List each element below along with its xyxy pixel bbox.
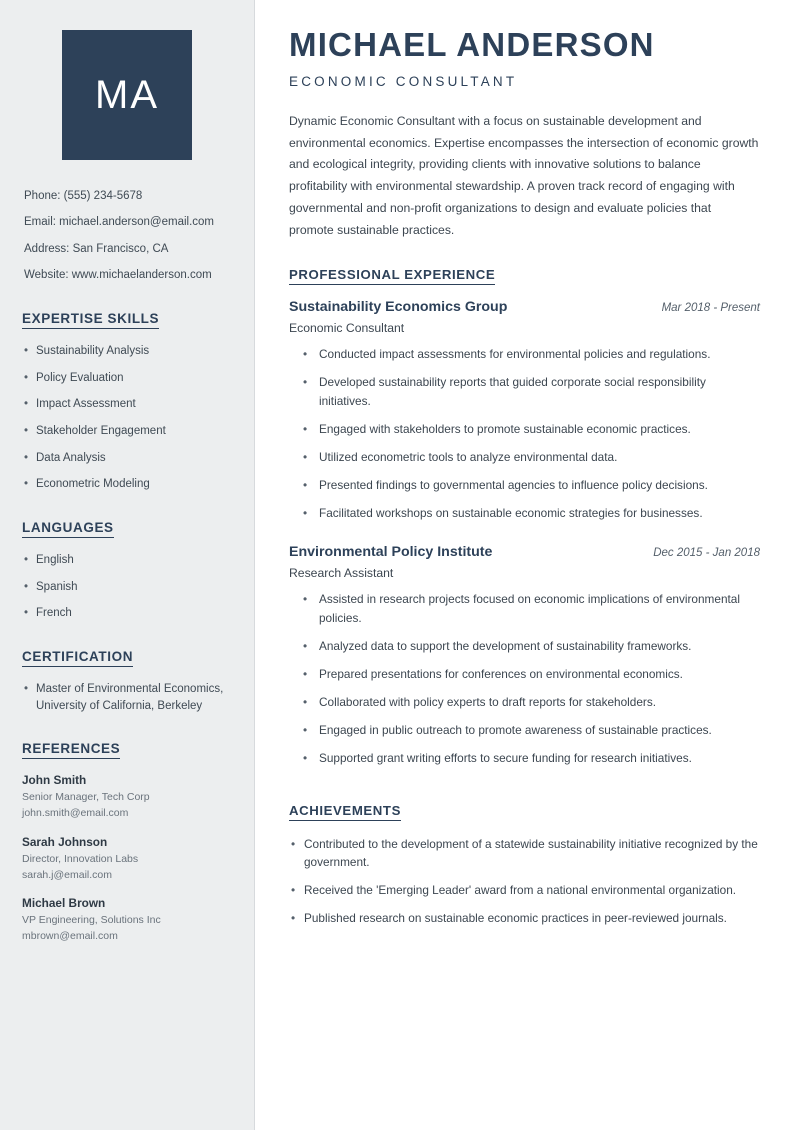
certification-heading: CERTIFICATION — [22, 649, 133, 667]
employment-dates: Mar 2018 - Present — [661, 302, 760, 315]
list-item: • Collaborated with policy experts to draft reports for stakeholders. — [303, 693, 760, 712]
employer-name: Environmental Policy Institute — [289, 544, 493, 561]
list-item: • French — [22, 605, 232, 622]
experience-entry — [289, 299, 760, 522]
section-certification — [22, 648, 232, 714]
list-item: • Engaged in public outreach to promote awareness of sustainable practices. — [303, 721, 760, 740]
reference-title: Senior Manager, Tech Corp — [22, 791, 150, 804]
position-title: Economic Consultant — [289, 321, 405, 336]
achievements-heading: ACHIEVEMENTS — [289, 803, 401, 821]
reference-email: sarah.j@email.com — [22, 868, 113, 881]
contact-email: Email: michael.anderson@email.com — [24, 216, 214, 229]
contact-address: Address: San Francisco, CA — [24, 242, 169, 255]
reference-title: VP Engineering, Solutions Inc — [22, 914, 161, 927]
professional-experience-heading: PROFESSIONAL EXPERIENCE — [289, 267, 495, 285]
employment-dates: Dec 2015 - Jan 2018 — [653, 547, 760, 560]
section-languages — [22, 519, 232, 622]
reference-email: mbrown@email.com — [22, 930, 118, 943]
reference-item — [22, 835, 232, 884]
contact-phone: Phone: (555) 234-5678 — [24, 190, 143, 202]
list-item: • Master of Environmental Economics, University of California, Berkeley — [22, 681, 232, 714]
list-item: • Data Analysis — [22, 450, 232, 467]
list-item: • English — [22, 552, 232, 569]
list-item: • Econometric Modeling — [22, 476, 232, 493]
list-item: • Published research on sustainable economic practices in peer-reviewed journals. — [289, 909, 760, 928]
position-title: Research Assistant — [289, 566, 394, 581]
languages-heading: LANGUAGES — [22, 520, 114, 538]
achievements-list — [289, 835, 760, 929]
reference-item — [22, 773, 232, 822]
list-item: • Policy Evaluation — [22, 370, 232, 387]
certification-list — [22, 681, 232, 714]
profile-summary: Dynamic Economic Consultant with a focus on sustainable development and environmental economics. Expertise encompasses the intersection of economic growth and ecological integrity, providing clients with innovative solutions to balance profitability with environmental stewardship. A proven track record of engaging with governmental and non-profit organizations to design and evaluate policies that promote sustainable practices. — [289, 113, 759, 237]
languages-list — [22, 552, 232, 622]
expertise-skills-list — [22, 343, 232, 493]
references-heading: REFERENCES — [22, 741, 120, 759]
list-item: • Analyzed data to support the development of sustainability frameworks. — [303, 637, 760, 656]
experience-entry — [289, 544, 760, 767]
reference-name: Sarah Johnson — [22, 834, 108, 849]
reference-item — [22, 896, 232, 945]
section-references — [22, 740, 232, 945]
reference-email: john.smith@email.com — [22, 807, 129, 820]
list-item: • Prepared presentations for conferences on environmental economics. — [303, 665, 760, 684]
list-item: • Supported grant writing efforts to secure funding for research initiatives. — [303, 749, 760, 768]
employer-name: Sustainability Economics Group — [289, 299, 508, 316]
contact-block — [22, 188, 232, 284]
list-item: • Conducted impact assessments for environmental policies and regulations. — [303, 345, 760, 364]
list-item: • Utilized econometric tools to analyze environmental data. — [303, 448, 760, 467]
reference-title: Director, Innovation Labs — [22, 852, 139, 865]
expertise-skills-heading: EXPERTISE SKILLS — [22, 311, 159, 329]
reference-name: Michael Brown — [22, 896, 106, 911]
job-role-subtitle: ECONOMIC CONSULTANT — [289, 73, 518, 89]
experience-header — [289, 299, 760, 315]
list-item: • Received the 'Emerging Leader' award from a national environmental organization. — [289, 881, 760, 900]
page-title: MICHAEL ANDERSON — [289, 26, 655, 63]
list-item: • Presented findings to governmental agencies to influence policy decisions. — [303, 476, 760, 495]
list-item: • Stakeholder Engagement — [22, 423, 232, 440]
list-item: • Spanish — [22, 579, 232, 596]
list-item: • Assisted in research projects focused on economic implications of environmental policies. — [303, 590, 760, 628]
main-content — [255, 0, 800, 1130]
avatar-monogram: MA — [62, 30, 192, 160]
experience-bullets — [303, 590, 760, 767]
list-item: • Facilitated workshops on sustainable economic strategies for businesses. — [303, 504, 760, 523]
list-item: • Impact Assessment — [22, 396, 232, 413]
experience-bullets — [303, 345, 760, 522]
list-item: • Sustainability Analysis — [22, 343, 232, 360]
contact-website: Website: www.michaelanderson.com — [24, 268, 212, 281]
list-item: • Engaged with stakeholders to promote sustainable economic practices. — [303, 420, 760, 439]
section-expertise-skills — [22, 310, 232, 493]
list-item: • Developed sustainability reports that guided corporate social responsibility initiatives. — [303, 373, 760, 411]
monogram-container — [22, 30, 232, 160]
sidebar — [0, 0, 255, 1130]
reference-name: John Smith — [22, 773, 87, 788]
experience-header — [289, 544, 760, 560]
list-item: • Contributed to the development of a statewide sustainability initiative recognized by the government. — [289, 835, 760, 873]
